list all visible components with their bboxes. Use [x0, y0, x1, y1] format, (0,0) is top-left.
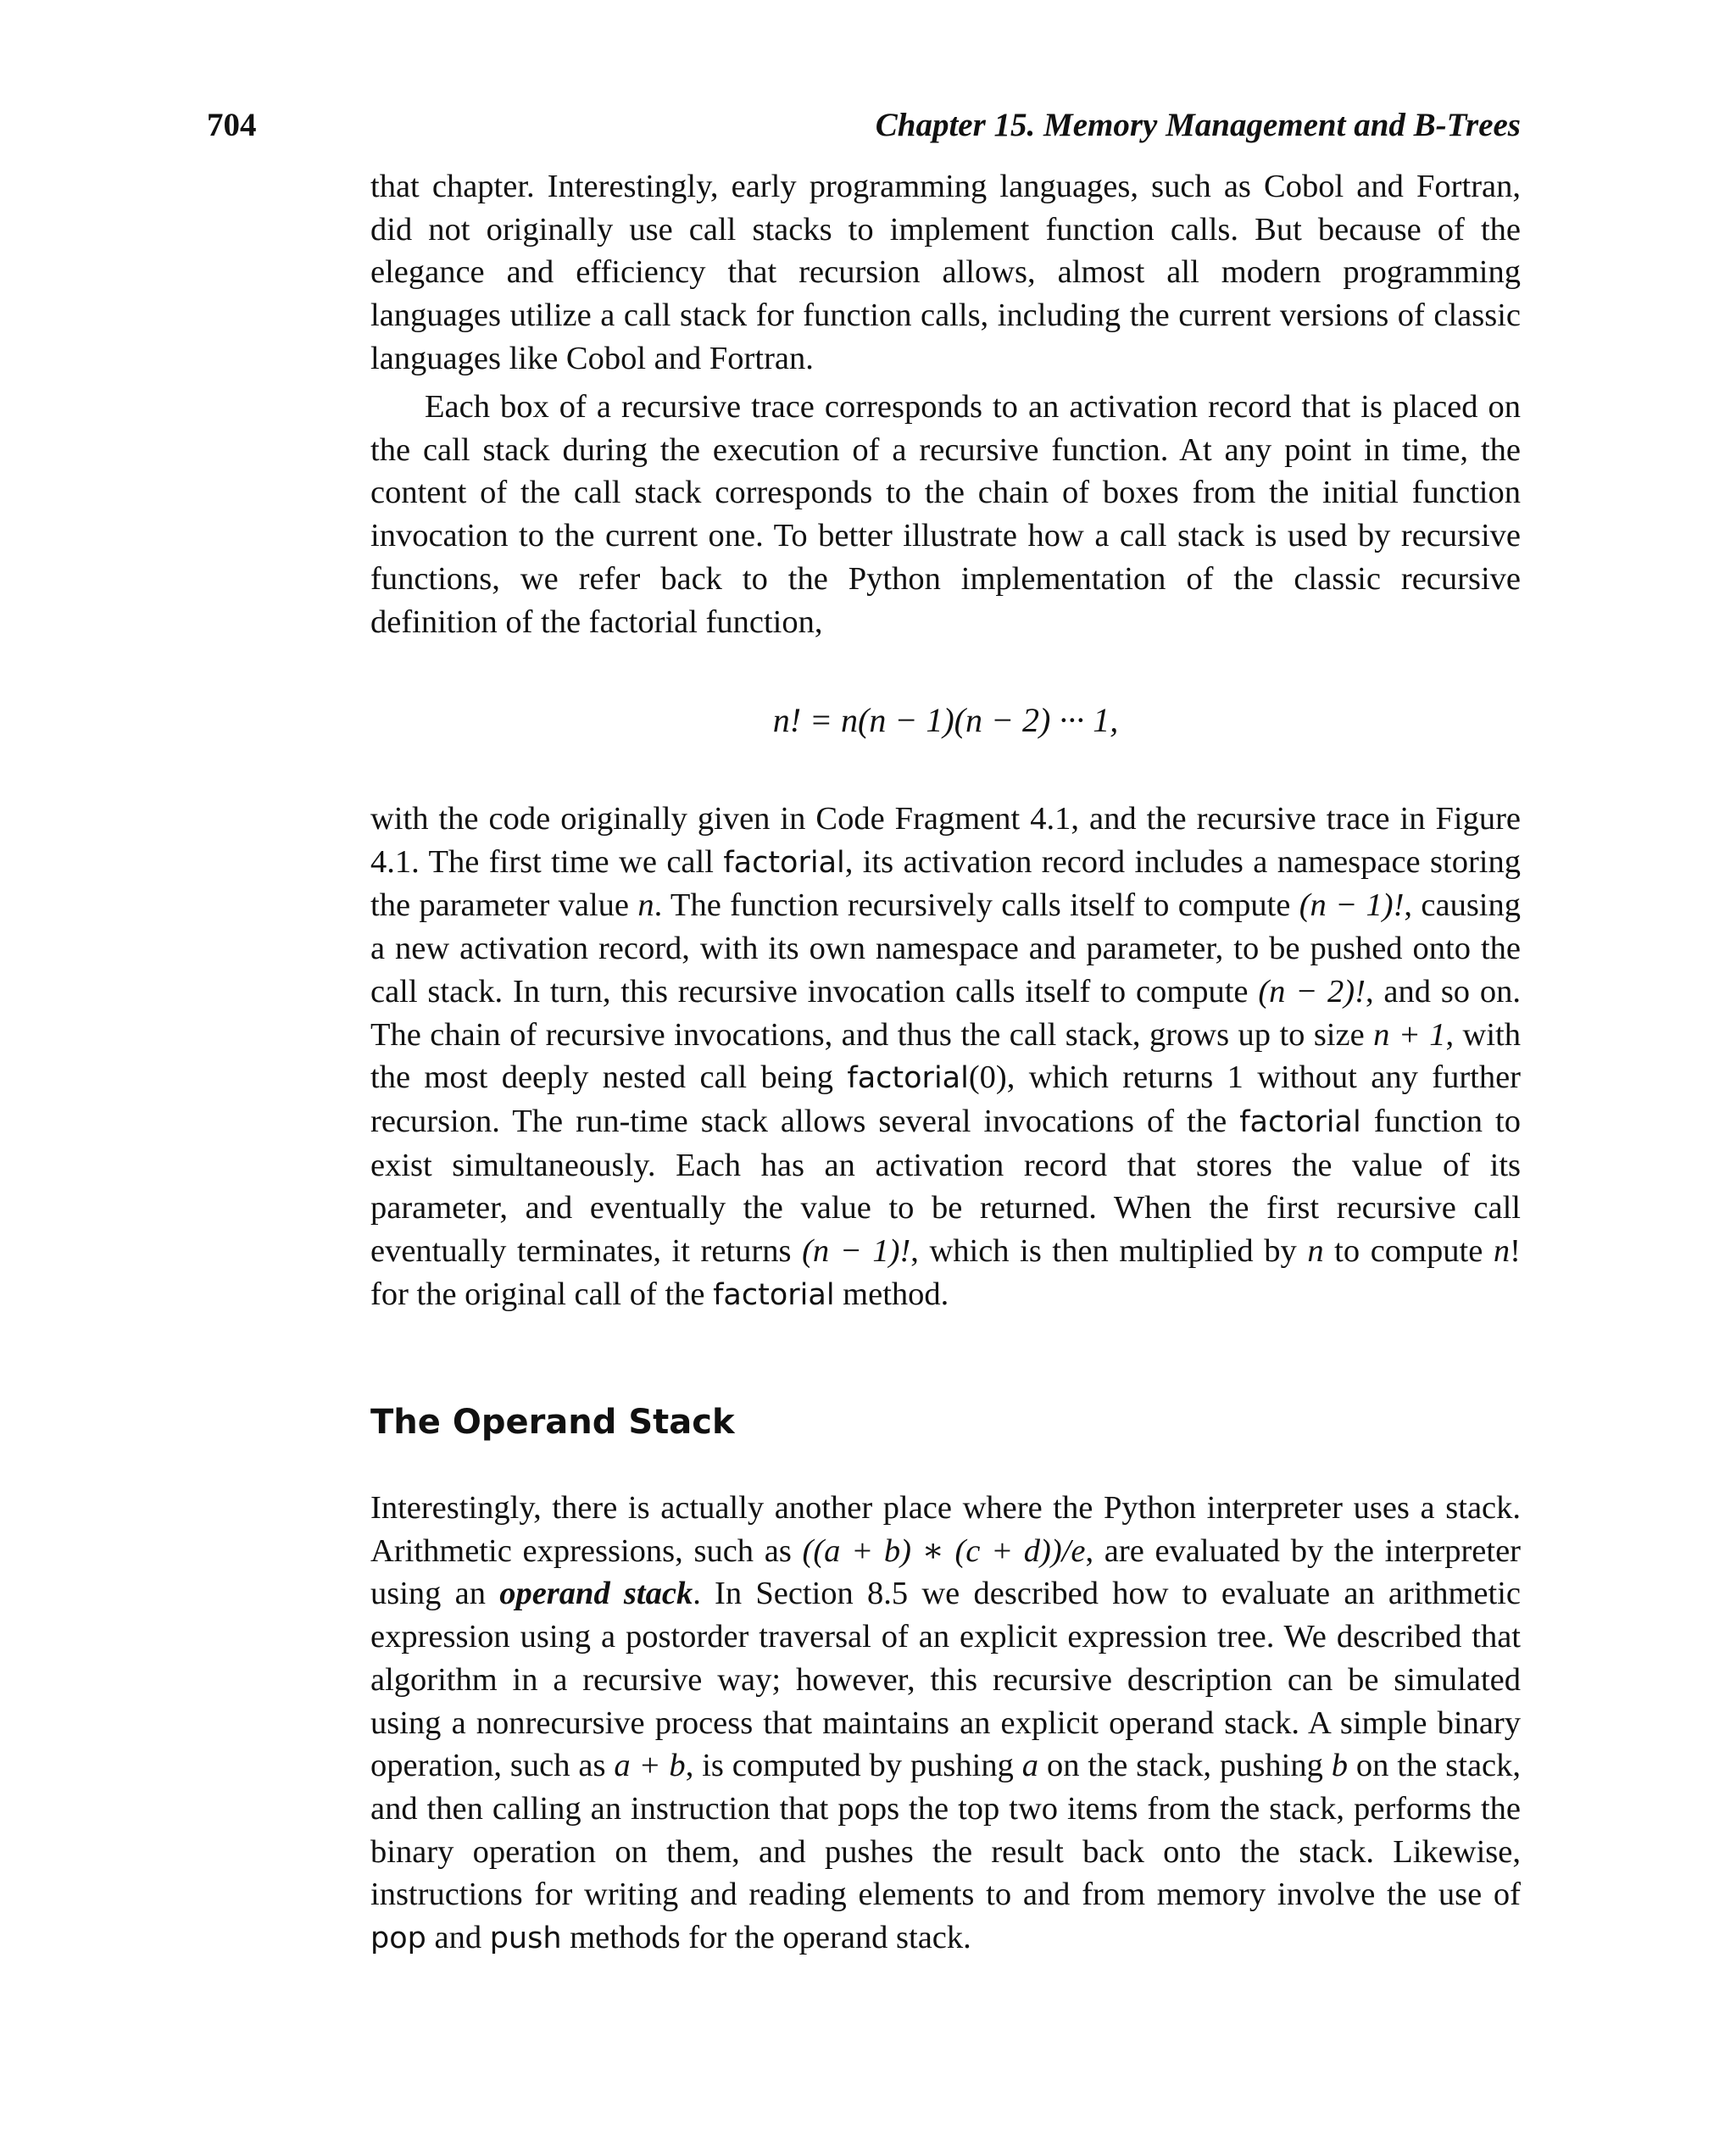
code-factorial: factorial	[1239, 1104, 1361, 1139]
math-n-plus-1: n + 1	[1373, 1016, 1446, 1053]
paragraph-recursive-trace: Each box of a recursive trace corresponds to an activation record that is placed on the call stack during the execution of a recursive function. At any point in time, the content of the call stack corresponds to the chain of boxes from the initial function invocation to the current one. To better illustrate how a call stack is used by recursive functions, we refer back to the Python implementation of the classic recursive definition of the factorial function,	[370, 389, 1521, 640]
equation-text: n! = n(n − 1)(n − 2) ··· 1,	[772, 701, 1119, 739]
text-run: . The function recursively calls itself to compute	[654, 887, 1299, 924]
code-push: push	[489, 1921, 562, 1956]
page-number: 704	[207, 107, 257, 143]
paragraph-operand-stack	[370, 1487, 1521, 1960]
math-n: n	[1307, 1233, 1324, 1270]
code-factorial: factorial	[847, 1061, 969, 1096]
code-factorial: factorial	[723, 845, 845, 880]
text-run: , and so on. The chain of recursive invocations, and thus the call stack, grows up to size	[370, 973, 1521, 1053]
text-run: and	[426, 1920, 490, 1956]
math-arithmetic-expression: ((a + b) ∗ (c + d))/e	[802, 1532, 1086, 1569]
code-factorial: factorial	[713, 1277, 835, 1312]
text-run: , its activation record includes a namespace storing the parameter value	[370, 843, 1521, 924]
chapter-title: Chapter 15. Memory Management and B-Trees	[875, 107, 1521, 143]
math-n-minus-2-factorial: (n − 2)!	[1258, 973, 1366, 1009]
text-run: methods for the operand stack.	[561, 1920, 971, 1956]
text-run: , causing a new activation record, with its own namespace and parameter, to be pushed onto the call stack. In turn, this recursive invocation calls itself to compute	[370, 887, 1522, 1009]
text-run: function to exist simultaneously. Each has an activation record that stores the value of its parameter, and eventually the value to be returned. When the first recursive call eventually terminates, it returns	[370, 1103, 1522, 1270]
text-run: . In Section 8.5 we described how to evaluate an arithmetic expression using a postorder traversal of an explicit expression tree. We described that algorithm in a recursive way; however, this recursive description can be simulated using a nonrecursive process that maintains an explicit operand stack. A simple binary operation, such as	[370, 1576, 1521, 1784]
factorial-equation	[370, 695, 1521, 746]
text-run: method.	[834, 1276, 949, 1312]
term-operand-stack: operand stack	[499, 1576, 693, 1612]
math-n-minus-1-factorial: (n − 1)!	[1299, 887, 1405, 924]
text-run: on the stack, and then calling an instruction that pops the top two items from the stack, performs the binary operation on them, and pushes the result back onto the stack. Likewise, instructions for writing and reading elements to and from memory involve the use of	[370, 1748, 1521, 1913]
text-run: , with the most deeply nested call being	[370, 1016, 1521, 1096]
math-b: b	[1331, 1748, 1349, 1784]
math-a-plus-b: a + b	[614, 1748, 686, 1784]
page-header	[207, 100, 1521, 151]
text-run: ! for the original call of the	[370, 1233, 1521, 1312]
text-run: , which is then multiplied by	[910, 1233, 1308, 1270]
text-run: with the code originally given in Code Fragment 4.1, and the recursive trace in Figure 4.1. The first time we call	[370, 801, 1521, 880]
section-heading-operand-stack: The Operand Stack	[370, 1403, 735, 1442]
math-n: n	[1493, 1233, 1511, 1270]
paragraph-factorial-call-stack	[370, 798, 1521, 1316]
math-n-minus-1-factorial: (n − 1)!	[802, 1233, 911, 1270]
text-run: , which returns 1 without any further recursion. The run-time stack allows several invocations of the	[370, 1059, 1521, 1139]
text-run: on the stack, pushing	[1038, 1748, 1332, 1784]
text-run: , are evaluated by the interpreter using an	[370, 1532, 1521, 1612]
text-run: Interestingly, there is actually another place where the Python interpreter uses a stack. Arithmetic expressions, such as	[370, 1490, 1521, 1569]
code-pop: pop	[370, 1921, 426, 1956]
text-run: to compute	[1323, 1233, 1494, 1270]
math-n: n	[637, 887, 654, 924]
text-run: , is computed by pushing	[685, 1748, 1022, 1784]
math-a: a	[1021, 1748, 1039, 1784]
math-zero-arg: (0)	[968, 1059, 1007, 1096]
paragraph-intro: that chapter. Interestingly, early programming languages, such as Cobol and Fortran, did not originally use call stacks to implement function calls. But because of the elegance and efficiency that recursion allows, almost all modern programming languages utilize a call stack for function calls, including the current versions of classic languages like Cobol and Fortran.	[370, 169, 1521, 376]
